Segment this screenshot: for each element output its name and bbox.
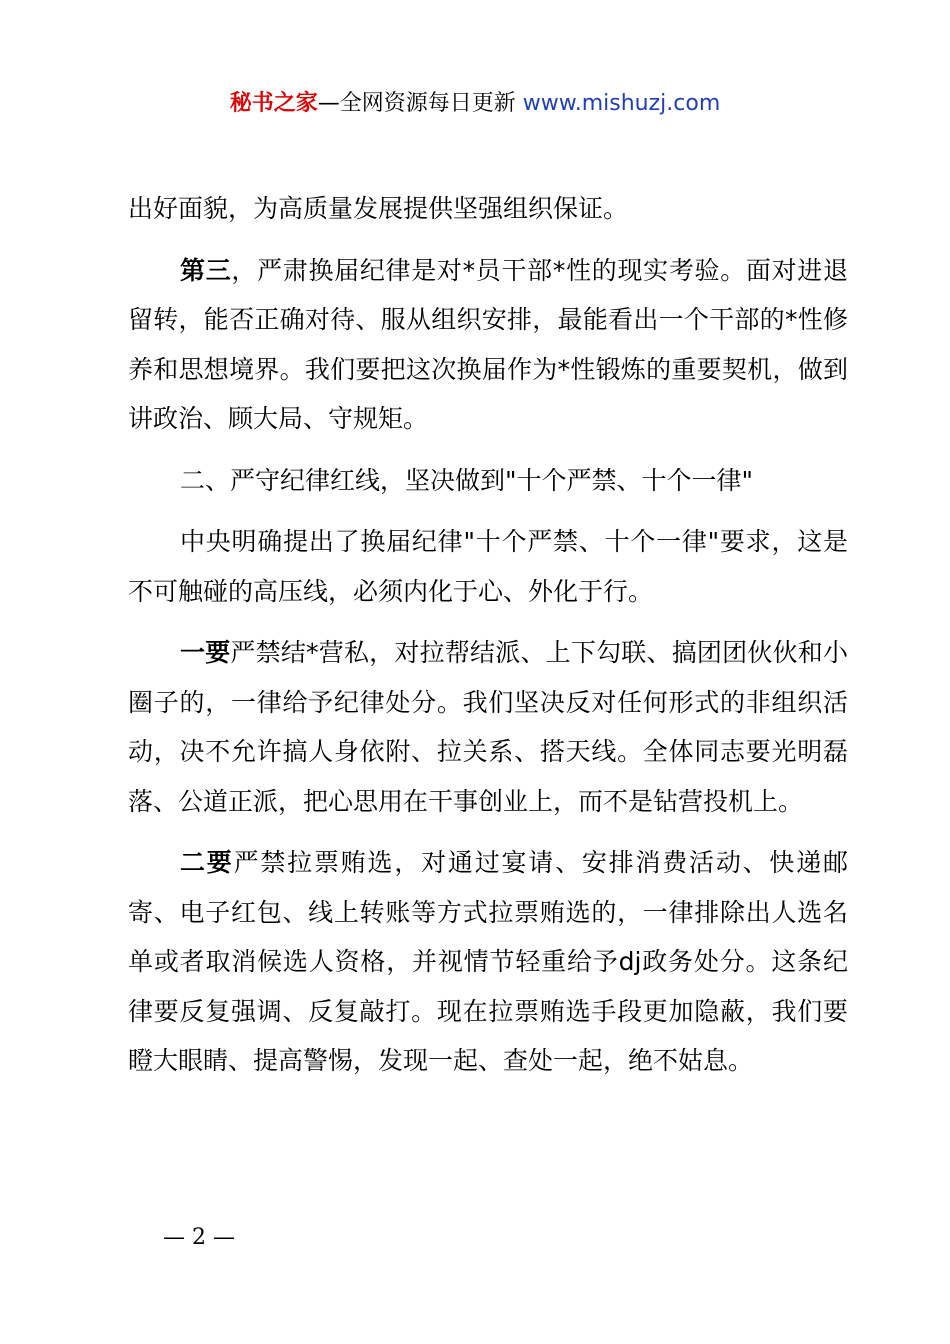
header-url[interactable]: www.mishuzj.com: [522, 91, 721, 116]
paragraph-second-rule: 二要严禁拉票贿选，对通过宴请、安排消费活动、快递邮寄、电子红包、线上转账等方式拉票贿选的，一律排除出人选名单或者取消候选人资格，并视情节轻重给予dj政务处分。这条纪律要反复强调、反复敲打。现在拉票贿选手段更加隐蔽，我们要瞪大眼睛、提高警惕，发现一起、查处一起，绝不姑息。: [128, 848, 848, 1075]
paragraph-first-rule: 一要严禁结*营私，对拉帮结派、上下勾联、搞团团伙伙和小圈子的，一律给予纪律处分。我们坚决反对任何形式的非组织活动，决不允许搞人身依附、拉关系、搭天线。全体同志要光明磊落、公道正派，把心思用在干事创业上，而不是钻营投机上。: [128, 638, 848, 816]
paragraph-lead: 第三: [180, 255, 232, 285]
section-heading: 二、严守纪律红线，坚决做到"十个严禁、十个一律": [180, 465, 754, 495]
paragraph-third: 第三，严肃换届纪律是对*员干部*性的现实考验。面对进退留转，能否正确对待、服从组织安排，最能看出一个干部的*性修养和思想境界。我们要把这次换届作为*性锻炼的重要契机，做到讲政治、顾大局、守规矩。: [128, 255, 848, 433]
paragraph-lead: 一要: [180, 638, 231, 667]
paragraph-lead: 二要: [180, 848, 234, 877]
header-brand: 秘书之家: [229, 91, 318, 116]
paragraph-intro: 中央明确提出了换届纪律"十个严禁、十个一律"要求，这是不可触碰的高压线，必须内化于心、外化于行。: [128, 527, 848, 606]
header-slogan: —全网资源每日更新: [317, 91, 516, 116]
page-header: [0, 86, 950, 122]
paragraph-continuation: 出好面貌，为高质量发展提供坚强组织保证。: [128, 194, 629, 223]
page-number: — 2 —: [163, 1225, 235, 1250]
document-body: [128, 184, 848, 1098]
